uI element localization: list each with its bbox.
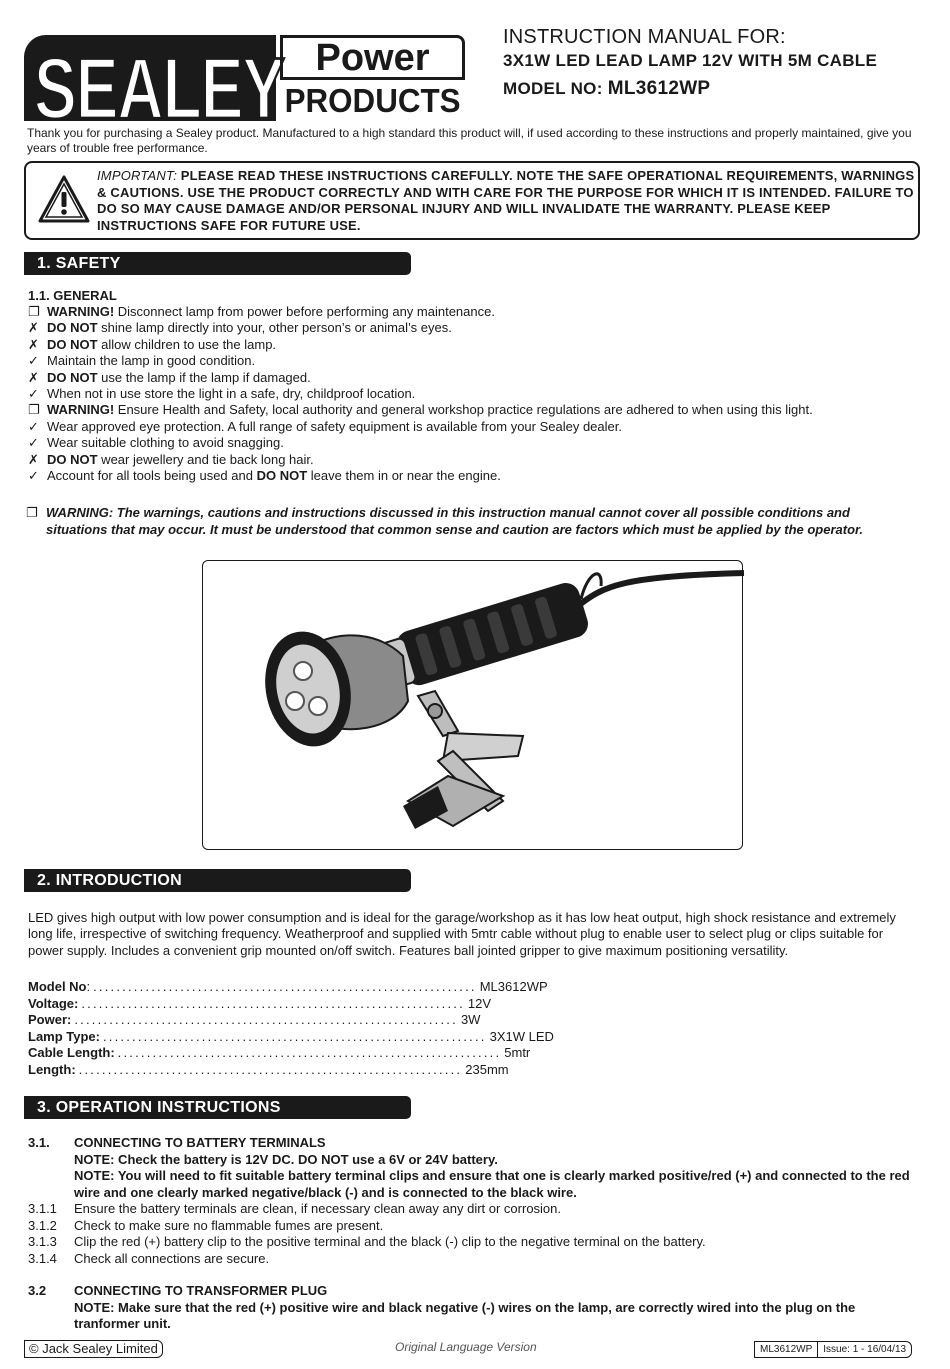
spec-row: Lamp Type: .................................................................. 3X1W LED — [28, 1028, 554, 1044]
important-text — [97, 168, 917, 234]
general-subheading: 1.1. GENERAL — [28, 288, 117, 303]
dot-leader: .................................................................. — [78, 1061, 463, 1077]
warning-triangle-icon — [38, 175, 90, 223]
cross-icon: ✗ — [28, 451, 39, 467]
check-icon: ✓ — [28, 435, 39, 451]
spec-row: Cable Length: .................................................................. 5mtr — [28, 1045, 531, 1060]
list-item: ✓ Wear approved eye protection. A full range of safety equipment is available from your Sealey dealer. — [28, 418, 622, 434]
spec-row: Length: .................................................................. 235mm — [28, 1061, 509, 1077]
important-body: PLEASE READ THESE INSTRUCTIONS CAREFULLY. NOTE THE SAFE OPERATIONAL REQUIREMENTS, WARNINGS & CAUTIONS. USE THE PRODUCT CORRECTLY AND WITH CARE FOR THE PURPOSE FOR WHICH IT IS INTENDED. FAILURE TO DO SO MAY CAUSE DAMAGE AND/OR PERSONAL INJURY AND WILL INVALIDATE THE WARRANTY. PLEASE KEEP INSTRUCTIONS SAFE FOR FUTURE USE. — [97, 168, 915, 233]
list-item: ✗ DO NOT allow children to use the lamp. — [28, 336, 277, 352]
battery-section: 3.1. CONNECTING TO BATTERY TERMINALS NOTE: Check the battery is 12V DC. DO NOT use a 6V or 24V battery. NOTE: You will need to fit suitable battery terminal clips and ensure that one is clearly marked positive/red (+) and connected to the red wire and one clearly marked negative/black (-) and is connected to the black wire. 3.1.1 Ensure the battery terminals are clean, if necessary clean away any dirt or corrosion. 3.1.2 Check to make sure no flammable fumes are present. 3.1.3 Clip the red (+) battery clip to the positive terminal and the black (-) clip to the negative terminal on the battery. 3.1.4 Check all connections are secure. — [28, 1135, 918, 1267]
transformer-section: 3.2 CONNECTING TO TRANSFORMER PLUG NOTE: Make sure that the red (+) positive wire and black negative (-) wires on the lamp, are correctly wired into the plug on the tranformer unit. — [28, 1283, 856, 1331]
check-icon: ✓ — [28, 468, 39, 484]
list-item: ❐ WARNING! Ensure Health and Safety, local authority and general workshop practice regulations are adhered to when using this light. — [28, 402, 813, 418]
dot-leader: .................................................................. — [93, 979, 477, 994]
product-image-frame — [202, 560, 743, 850]
list-item: ✗ DO NOT use the lamp if the lamp if damaged. — [28, 369, 311, 385]
list-item: ❐ WARNING! Disconnect lamp from power before performing any maintenance. — [28, 304, 495, 319]
product-title: 3X1W LED LEAD LAMP 12V WITH 5M CABLE — [503, 51, 878, 70]
specifications — [28, 979, 554, 1078]
step-row: 3.1.1 Ensure the battery terminals are clean, if necessary clean away any dirt or corrosion. — [28, 1201, 562, 1216]
power-logo-box — [280, 35, 465, 80]
list-item: ✗ DO NOT wear jewellery and tie back long hair. — [28, 451, 314, 467]
footer-issue — [754, 1341, 912, 1358]
section-introduction-heading: 2. INTRODUCTION — [24, 869, 411, 892]
sealey-logo — [24, 35, 285, 137]
footer-copyright: © Jack Sealey Limited — [24, 1340, 163, 1358]
sealey-logo-text: SEALEY — [34, 39, 285, 137]
section-safety-heading: 1. SAFETY — [24, 252, 411, 275]
footer-original-language: Original Language Version — [395, 1340, 537, 1354]
dot-leader: .................................................................. — [81, 995, 465, 1011]
cross-icon: ✗ — [28, 320, 39, 336]
list-item: ✓ Wear suitable clothing to avoid snagging. — [28, 435, 284, 451]
model-value: ML3612WP — [607, 78, 711, 99]
step-row: 3.1.2 Check to make sure no flammable fumes are present. — [28, 1217, 384, 1233]
cross-icon: ✗ — [28, 369, 39, 385]
list-item: ✓ Maintain the lamp in good condition. — [28, 353, 256, 369]
step-row: 3.1.4 Check all connections are secure. — [28, 1250, 270, 1266]
model-label: MODEL NO: — [503, 79, 608, 98]
footer-issue-date: Issue: 1 - 16/04/13 — [817, 1342, 911, 1357]
introduction-text: LED gives high output with low power consumption and is ideal for the garage/workshop as it has low heat output, high shock resistance and extremely long life, irrespective of switching frequency. Weatherproof and supplied with 5mtr cable without plug to enable user to select plug or clips suitable for power supply. Includes a convenient grip mounted on/off switch. Features ball jointed gripper to give maximum positioning versatility. — [28, 910, 896, 958]
spec-row: Power: .................................................................. 3W — [28, 1012, 481, 1027]
section-operation-heading: 3. OPERATION INSTRUCTIONS — [24, 1096, 411, 1119]
checkbox-icon: ❐ — [28, 402, 40, 418]
spec-row: Model No : .................................................................. ML3612WP — [28, 979, 548, 994]
thank-you-text: Thank you for purchasing a Sealey product. Manufactured to a high standard this product will, if used according to these instructions and properly maintained, give you years of trouble free performance. — [27, 126, 912, 155]
list-item: ✓ Account for all tools being used and DO NOT leave them in or near the engine. — [28, 468, 501, 484]
manual-title: INSTRUCTION MANUAL FOR: — [503, 26, 786, 48]
safety-list — [28, 304, 918, 484]
footer-model: ML3612WP — [760, 1344, 813, 1355]
checkbox-icon: ❐ — [26, 505, 38, 520]
dot-leader: .................................................................. — [103, 1028, 487, 1044]
cross-icon: ✗ — [28, 336, 39, 352]
dot-leader: .................................................................. — [117, 1045, 502, 1060]
important-lead: IMPORTANT: — [97, 168, 177, 183]
check-icon: ✓ — [28, 353, 39, 369]
check-icon: ✓ — [28, 386, 39, 402]
power-logo-text: Power — [315, 37, 430, 79]
check-icon: ✓ — [28, 418, 39, 434]
step-row: 3.1.3 Clip the red (+) battery clip to the positive terminal and the black (-) clip to the negative terminal on the battery. — [28, 1234, 706, 1249]
list-item: ✗ DO NOT shine lamp directly into your, other person’s or animal’s eyes. — [28, 320, 452, 336]
dot-leader: .................................................................. — [74, 1012, 458, 1027]
model-number — [503, 78, 710, 100]
spec-row: Voltage: .................................................................. 12V — [28, 995, 492, 1011]
checkbox-icon: ❐ — [28, 304, 40, 319]
lead-lamp-illustration — [203, 561, 744, 851]
products-logo-text: PRODUCTS — [284, 82, 461, 119]
list-item: ✓ When not in use store the light in a safe, dry, childproof location. — [28, 386, 416, 402]
general-warning: ❐ WARNING: The warnings, cautions and instructions discussed in this instruction manual cannot cover all possible conditions and situations that may occur. It must be understood that common sense and caution are factors which must be applied by the operator. — [26, 505, 863, 537]
important-notice — [24, 161, 920, 240]
